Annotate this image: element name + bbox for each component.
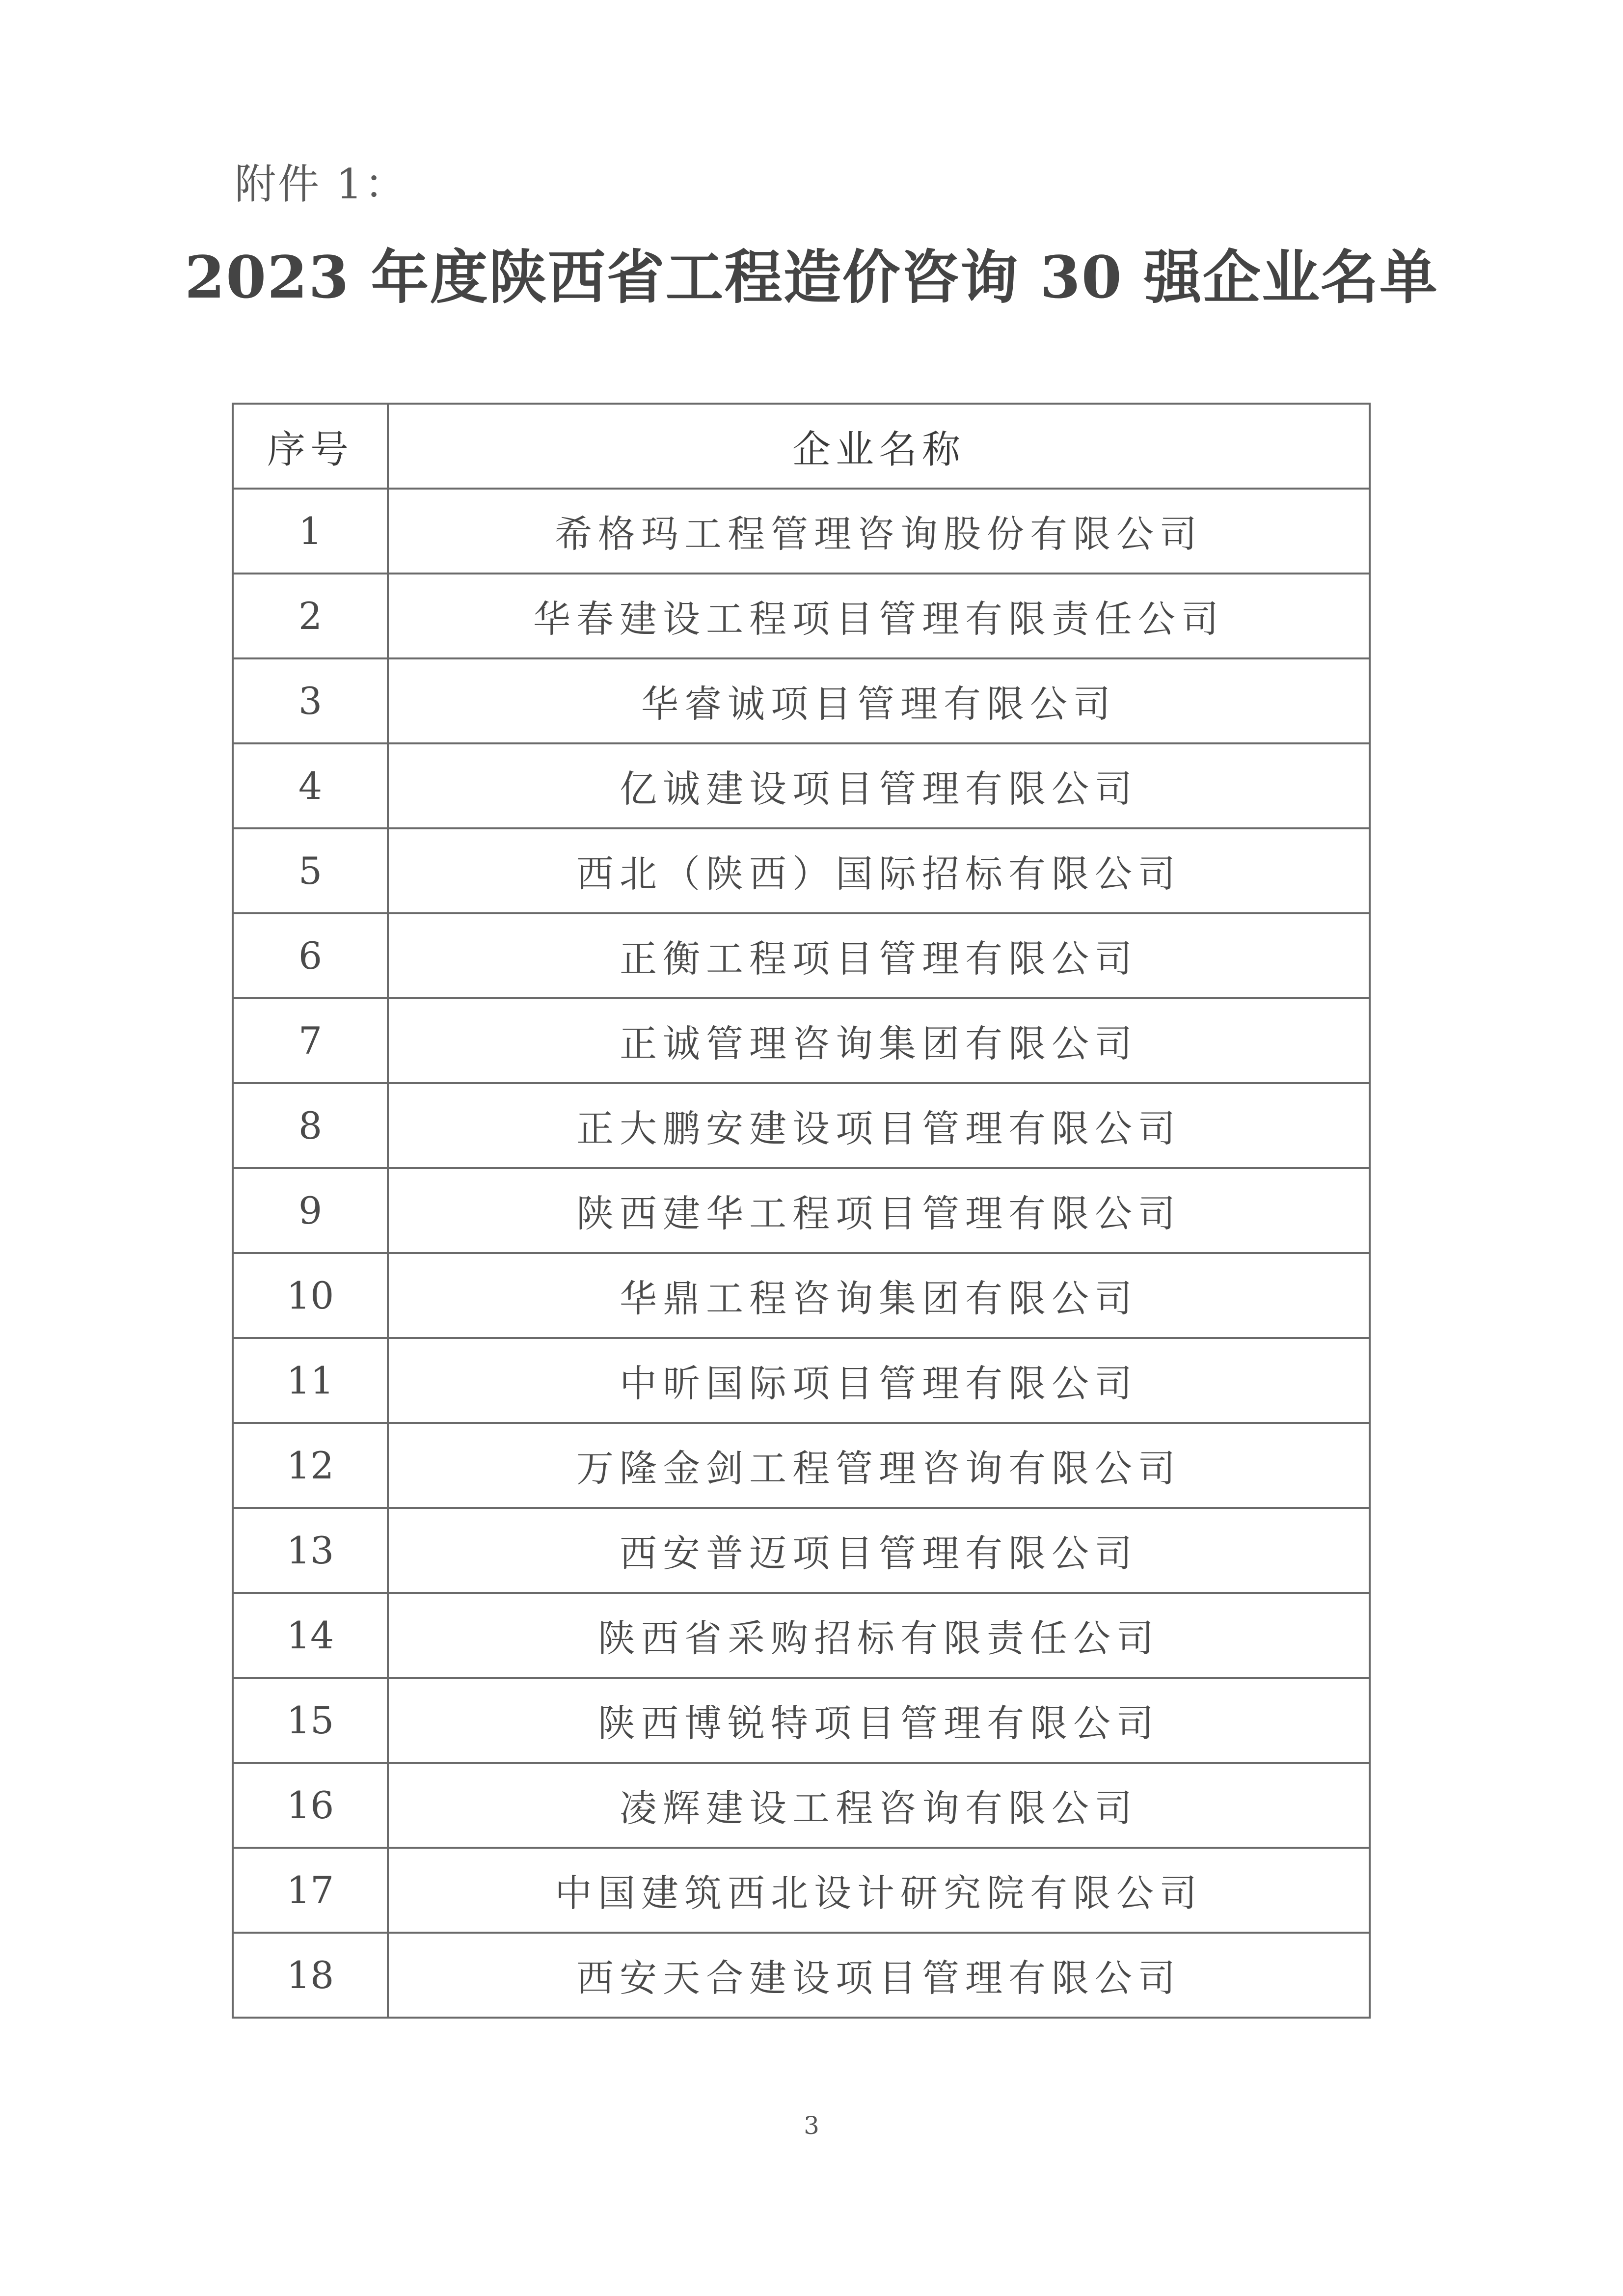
table-row: [233, 489, 1370, 574]
row-company-name: 陕西博锐特项目管理有限公司: [388, 1678, 1370, 1763]
row-seq: 13: [233, 1508, 388, 1593]
table-row: [233, 913, 1370, 998]
row-seq: 12: [233, 1423, 388, 1508]
table-row: [233, 658, 1370, 743]
attachment-label: 附件 1：: [235, 160, 408, 208]
header-name: 企业名称: [388, 404, 1370, 489]
row-seq: 5: [233, 828, 388, 913]
row-company-name: 西北（陕西）国际招标有限公司: [388, 828, 1370, 913]
row-company-name: 正大鹏安建设项目管理有限公司: [388, 1083, 1370, 1168]
table-row: [233, 574, 1370, 658]
table-row: [233, 1253, 1370, 1338]
row-company-name: 正诚管理咨询集团有限公司: [388, 998, 1370, 1083]
table-row: [233, 743, 1370, 828]
table-header-row: [233, 404, 1370, 489]
table-row: [233, 1848, 1370, 1933]
row-company-name: 陕西建华工程项目管理有限公司: [388, 1168, 1370, 1253]
table-row: [233, 1423, 1370, 1508]
row-company-name: 正衡工程项目管理有限公司: [388, 913, 1370, 998]
row-seq: 3: [233, 658, 388, 743]
row-company-name: 中昕国际项目管理有限公司: [388, 1338, 1370, 1423]
row-company-name: 华睿诚项目管理有限公司: [388, 658, 1370, 743]
row-company-name: 希格玛工程管理咨询股份有限公司: [388, 489, 1370, 574]
row-company-name: 万隆金剑工程管理咨询有限公司: [388, 1423, 1370, 1508]
row-seq: 1: [233, 489, 388, 574]
row-seq: 8: [233, 1083, 388, 1168]
table-row: [233, 828, 1370, 913]
row-company-name: 陕西省采购招标有限责任公司: [388, 1593, 1370, 1678]
header-seq: 序号: [233, 404, 388, 489]
table-row: [233, 1593, 1370, 1678]
table-row: [233, 1933, 1370, 2018]
row-company-name: 中国建筑西北设计研究院有限公司: [388, 1848, 1370, 1933]
table-row: [233, 1168, 1370, 1253]
row-seq: 2: [233, 574, 388, 658]
row-seq: 4: [233, 743, 388, 828]
table-row: [233, 1338, 1370, 1423]
row-seq: 15: [233, 1678, 388, 1763]
row-seq: 9: [233, 1168, 388, 1253]
row-seq: 16: [233, 1763, 388, 1848]
page-number: 3: [804, 2111, 819, 2140]
row-company-name: 西安普迈项目管理有限公司: [388, 1508, 1370, 1593]
table-row: [233, 1083, 1370, 1168]
table-row: [233, 1508, 1370, 1593]
page-title: 2023 年度陕西省工程造价咨询 30 强企业名单: [185, 243, 1438, 311]
row-company-name: 华春建设工程项目管理有限责任公司: [388, 574, 1370, 658]
row-seq: 10: [233, 1253, 388, 1338]
table-row: [233, 1678, 1370, 1763]
row-seq: 17: [233, 1848, 388, 1933]
row-company-name: 西安天合建设项目管理有限公司: [388, 1933, 1370, 2018]
row-company-name: 凌辉建设工程咨询有限公司: [388, 1763, 1370, 1848]
row-seq: 14: [233, 1593, 388, 1678]
company-table: [232, 403, 1371, 2019]
table-row: [233, 998, 1370, 1083]
row-seq: 11: [233, 1338, 388, 1423]
row-seq: 6: [233, 913, 388, 998]
table-row: [233, 1763, 1370, 1848]
row-company-name: 华鼎工程咨询集团有限公司: [388, 1253, 1370, 1338]
row-seq: 7: [233, 998, 388, 1083]
row-seq: 18: [233, 1933, 388, 2018]
row-company-name: 亿诚建设项目管理有限公司: [388, 743, 1370, 828]
